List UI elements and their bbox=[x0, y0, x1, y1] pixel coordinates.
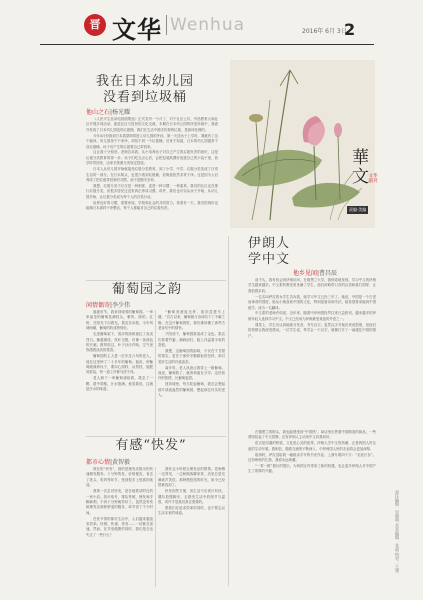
article-3-body-column-2 bbox=[158, 467, 225, 587]
article-1-column-label: 他山之石 bbox=[86, 109, 111, 116]
article-3-body-column-1 bbox=[86, 467, 153, 587]
article-2-paragraph: 老人摘下一串葡萄递给我，我尝了一颗，甜中带酸，汁水饱满。他笑着说，这就是汗水的味道。 bbox=[86, 376, 153, 392]
article-4-column-label: 他乡见闻 bbox=[293, 270, 318, 277]
article-4-paragraph: 临别时，萨拉送给我一幅她亲手写的书法作品，上面写着四个字：“友谊长存”。这份珍贵的礼物，我将永远珍藏。 bbox=[248, 452, 376, 463]
article-3-paragraph: 我第一次尝试快发，是在地铁站附近的一家小店。投币取号，排队等候，理发师手脚麻利，不到十分钟就剪好了。虽然没有传统理发店那种舒适的服务，却节省了不少时间。 bbox=[86, 489, 153, 515]
newspaper-logo: 晋 bbox=[84, 14, 106, 36]
article-4-headline[interactable] bbox=[248, 236, 290, 268]
article-3-byline bbox=[86, 457, 130, 466]
article-2-body-column-2 bbox=[158, 310, 225, 435]
column-divider bbox=[155, 310, 156, 435]
article-3-author: |黄智毅 bbox=[110, 459, 131, 466]
article-2-paragraph: 葡萄园的主人是一位年过六旬的老人，他在这里种了二十多年的葡萄。他说，种葡萄就像养孩子，要用心照料，从剪枝、施肥到套袋，每一道工序都马虎不得。 bbox=[86, 354, 153, 375]
article-2-paragraph: 夕阳西下，葡萄园被染成了金色。果农们背着竹篓，满载而归，脸上洋溢着丰收的喜悦。 bbox=[158, 332, 225, 347]
article-1-paragraph: 《人民平生品读电视剧集选》正式发刊一个月了，对于社区公共，外语教育大和社区开展多项活动，促进社区与居民的文化交流，本期在日本幼儿园的所见所闻中，我意外发现了日本幼儿园没有垃圾桶，我们在生活中随手扔掉的垃圾，是如何处理的。 bbox=[86, 117, 218, 132]
masthead bbox=[0, 0, 423, 48]
article-1-author: |杨光耀 bbox=[110, 109, 131, 116]
article-1-headline-line-2: 没看到垃圾桶 bbox=[102, 90, 187, 105]
article-2-byline bbox=[86, 300, 130, 309]
page-number: 2 bbox=[344, 20, 356, 39]
column-badge-title: 華文 bbox=[348, 148, 368, 186]
article-2-author: |李少伟 bbox=[110, 302, 131, 309]
article-4-paragraph: 一位名叫萨拉的女学生告诉我，她学习中文已经三年了。她说，中国是一个古老而神奇的国度，她从小就喜欢中国的文化，特别是唐诗和书法。她希望将来能到中国留学，成为一名翻译。 bbox=[248, 294, 376, 310]
article-4-paragraph: 前不久，我有机会到伊朗访问，在德黑兰大学，我惊奇地发现，学习中文的伊朗学生越来越多。中文系的教室里坐满了学生，他们用略带口音的汉语和我打招呼，让我倍感亲切。 bbox=[248, 278, 376, 293]
article-3-paragraph: 现在的“快发”，指的是理发店推出的快速理发服务。十分钟剪发，价格便宜，省去了洗头、吹风等环节，受到很多上班族的欢迎。 bbox=[86, 467, 153, 488]
article-1-paragraph: 培养良好的习惯，需要家庭、学校和社会的共同努力。希望有一天，我们的城市也能像日本那样干净整洁，每个人都能对自己的垃圾负责。 bbox=[86, 200, 218, 210]
article-2-paragraph: 离开时，老人执意让我带上一箱葡萄。他说，葡萄熟了，就该和朋友分享。这份质朴的热情，比葡萄更甜。 bbox=[158, 365, 225, 381]
section-divider-line bbox=[86, 280, 226, 281]
article-3-paragraph: 愿我们在追求效率的同时，也不要忘记生活本来的味道。 bbox=[158, 505, 225, 516]
article-1-headline-line-1: 我在日本幼儿园 bbox=[95, 74, 194, 89]
article-4-paragraph: 中文系的老师介绍说，近年来，随着中伊两国经贸往来日益密切，越来越多的伊朗年轻人选择学习中文。中文已经成为伊朗最受欢迎的外语之一。 bbox=[248, 311, 376, 321]
article-3-headline[interactable]: 有感“快发” bbox=[115, 438, 187, 453]
article-4-paragraph: 课堂上，学生们认真地练习发音，书写汉字。虽然汉字对他们来说很难，但他们的热情让我深受感动。一位学生说，每学会一个汉字，就像打开了一扇通往中国的窗户。 bbox=[248, 322, 376, 338]
article-2-paragraph: “葡萄美酒夜光杯，欲饮琵琶马上催。”自古以来，葡萄就与诗词结下了不解之缘。在这片葡萄园里，我仿佛读懂了那些古老诗句中的情怀。 bbox=[158, 310, 225, 331]
article-1-headline[interactable] bbox=[70, 74, 220, 106]
article-2-headline[interactable]: 葡萄园之韵 bbox=[111, 282, 182, 297]
column-badge bbox=[344, 148, 386, 236]
article-2-body-column-1 bbox=[86, 310, 153, 435]
article-2-paragraph: 回到城里，每当吃起葡萄，我总会想起那片绿意盎然的葡萄园，想起那位朴实的老人。 bbox=[158, 382, 225, 398]
article-2-paragraph: 走进葡萄架下，清凉的绿荫遮住了炎炎烈日。藤蔓缠绕，枝叶交错，仿佛一条绿色的长廊。微风吹过，叶子沙沙作响，空气里弥漫着淡淡的果香。 bbox=[86, 332, 153, 353]
article-4-body-top bbox=[248, 278, 376, 428]
article-4-byline bbox=[293, 268, 337, 277]
article-2-column-label: 闲情偶寄 bbox=[86, 302, 111, 309]
article-3-paragraph: 我怀念小时候去理发店的情景。老师傅一边剪发，一边和顾客聊家常，店里总是充满欢声笑语。那种慢悠悠的时光，如今已经很难找到了。 bbox=[158, 467, 225, 488]
article-1-paragraph: 日本人从幼儿园开始就接受垃圾分类教育，到了小学、中学，垃圾分类变成了日常生活的一部分。在日本街头，也很少看到垃圾桶，但街道依然非常干净。这是因为人们养成了把垃圾带回家的习惯，而不是随手丢弃。 bbox=[86, 167, 218, 182]
section-divider-line bbox=[86, 436, 226, 437]
article-3-column-label: 都市心情 bbox=[86, 459, 111, 466]
editor-credits: 责任编辑：吴晓明 美术编辑：张丽 校对：王建 bbox=[395, 490, 400, 573]
article-1-paragraph: 这让我十分惊讶。老师告诉我，从小培养孩子对自己产生的垃圾负责的意识，这是垃圾分类教育的第一步。孩子们吃完点心后，会把包装纸叠好放进自己的小袋子里，放学时带回家，由家长按照分类规定投放。 bbox=[86, 150, 218, 166]
section-pinyin: Wenhua bbox=[170, 15, 246, 35]
issue-date: 2016年 6月 3日 bbox=[302, 28, 347, 35]
section-divider bbox=[166, 15, 167, 35]
article-4-paragraph: “一带一路”倡议的提出，为两国合作带来了新的机遇，也让更多伊朗人对中国产生了浓厚的兴趣。 bbox=[248, 463, 376, 474]
article-1-byline bbox=[86, 107, 130, 116]
article-4-headline-line-1: 伊朗人 bbox=[248, 236, 291, 251]
article-2-paragraph: 盛夏时节，我来到城郊的葡萄园。一串串晶莹的葡萄挂满枝头，紫的、绿的、红的，在阳光下闪着光。果农告诉我，今年风调雨顺，葡萄的收成特别好。 bbox=[86, 310, 153, 331]
article-3-paragraph: 快发固然方便，但生活不应该只有快。偶尔放慢脚步，去感受生活中的细节与温度，或许才是我们真正需要的。 bbox=[158, 489, 225, 504]
article-4-paragraph: 语言是沟通的桥梁，文化是心灵的纽带。伊朗人学中文的热潮，正是两国人民友谊的生动写照。我相信，随着交流的不断深入，中伊两国人民的友谊将会更加深厚。 bbox=[248, 441, 376, 451]
article-4-author: |曹昌辰 bbox=[317, 270, 338, 277]
masthead-rule bbox=[40, 44, 374, 45]
article-4-headline-line-2: 学中文 bbox=[248, 252, 291, 267]
column-badge-editor: 责编·美编 bbox=[349, 207, 367, 212]
article-1-body bbox=[86, 117, 218, 279]
column-badge-tag: 文华副刊 bbox=[368, 174, 378, 184]
column-divider bbox=[228, 236, 229, 586]
section-title: 文华 bbox=[112, 16, 162, 44]
column-divider bbox=[155, 467, 156, 587]
article-4-paragraph: 在德黑兰的街头，我也能感受到“中国热”。商店里出售着中国制造的商品，一些餐馆挂起了中文招牌，还有伊朗人主动用中文向我问好。 bbox=[248, 430, 376, 440]
article-1-paragraph: 今年4月份我到日本看望即将进入幼儿园的外孙，第一天送孩子上学时，我就有了这个疑问。幼儿园里干干净净，却找不到一个垃圾桶。后来才知道，日本的幼儿园通常不设垃圾桶，孩子们产生的垃圾要自己带回家。 bbox=[86, 133, 218, 149]
article-3-paragraph: 在快节奏的都市生活中，人们越来越追求效率。快餐、快递、快发……一切都在加速。然而，在享受便捷的同时，我们是否也失去了一些什么？ bbox=[86, 516, 153, 537]
article-2-paragraph: 我想，这葡萄园的韵味，不仅在于甘甜的果实，更在于那份辛勤耕耘的坚持，和对美好生活的朴素追求。 bbox=[158, 348, 225, 364]
article-4-body-bottom bbox=[248, 430, 376, 550]
article-1-paragraph: 我想，垃圾分类不仅仅是一种制度，更是一种习惯、一种素养。我们的社区也在推行垃圾分类，但很多居民还没有真正养成习惯。或许，我们也可以从孩子开始，从幼儿园开始，让垃圾分类成为每个人的自觉行动。 bbox=[86, 183, 218, 199]
